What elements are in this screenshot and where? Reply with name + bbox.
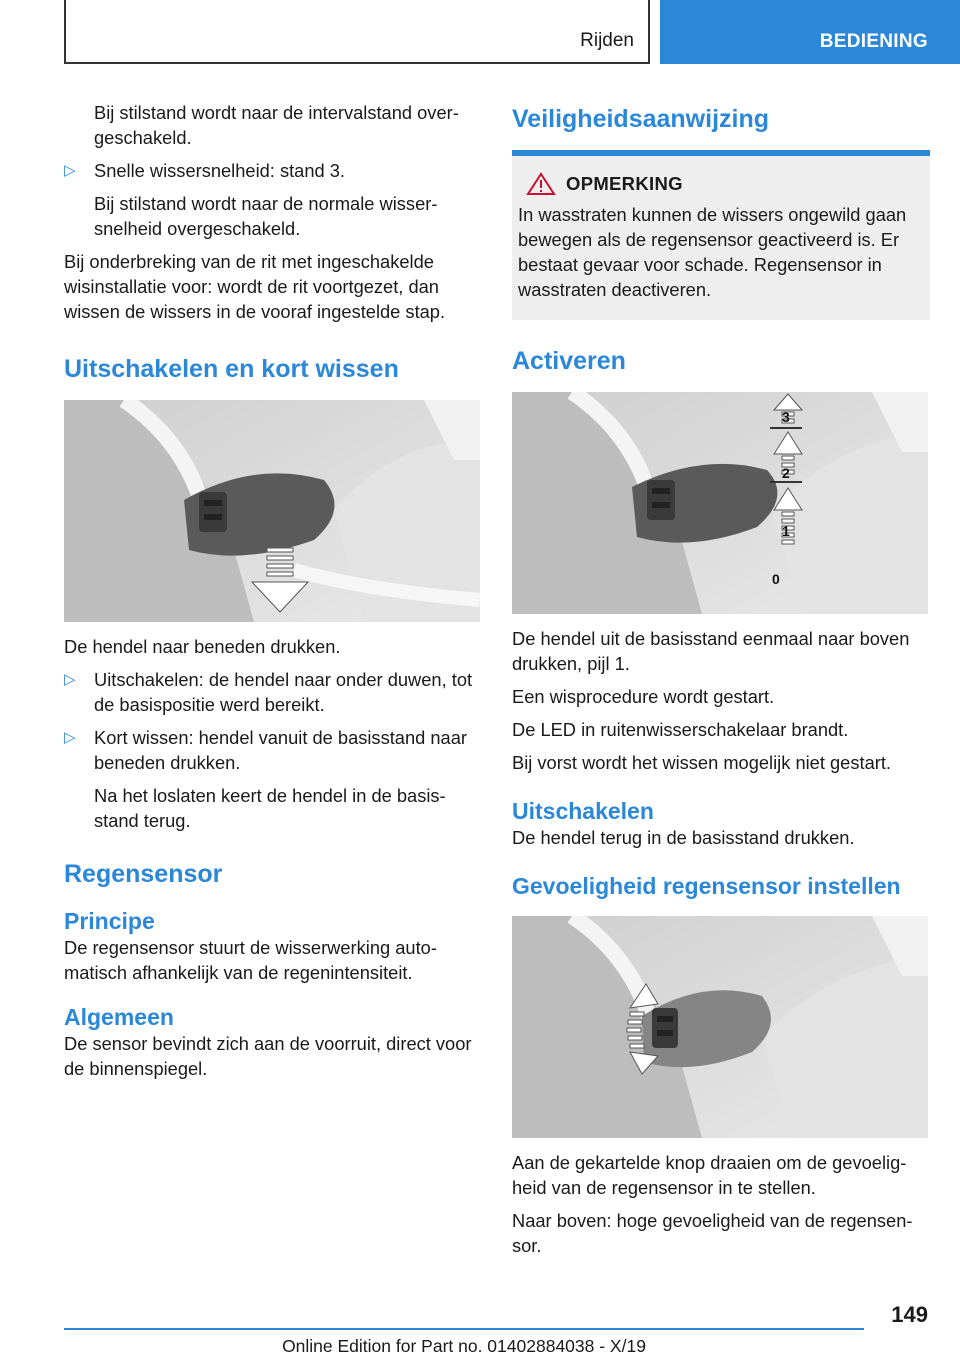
right-column	[512, 100, 930, 1266]
paragraph-interrupt: Bij onderbreking van de rit met ingeschakelde wisinstallatie voor: wordt de rit voortgezet, dan wissen de wissers in de vooraf ingestelde stap.	[64, 251, 446, 322]
heading-rain-sensor: Regensensor	[64, 860, 223, 888]
paragraph-led: De LED in ruitenwisserschakelaar brandt.	[512, 719, 849, 740]
list-item-short-wipe	[64, 725, 482, 775]
list-item-off	[64, 667, 482, 717]
heading-principle: Principe	[64, 908, 155, 934]
paragraph-up-high: Naar boven: hoge gevoeligheid van de regensen-sor.	[512, 1210, 913, 1256]
paragraph-press-up: De hendel uit de basisstand eenmaal naar boven drukken, pijl 1.	[512, 628, 910, 674]
header-section-box	[64, 0, 650, 64]
figure-label-stage-0: 0	[772, 571, 780, 587]
bullet-triangle-icon: ▷	[64, 671, 76, 688]
paragraph-general: De sensor bevindt zich aan de voorruit, direct voor de binnenspiegel.	[64, 1033, 472, 1079]
list-item-short-wipe-text: Kort wissen: hendel vanuit de basisstand naar beneden drukken.	[94, 727, 467, 773]
heading-activate: Activeren	[512, 347, 626, 375]
left-column	[64, 100, 482, 1089]
paragraph-frost: Bij vorst wordt het wissen mogelijk niet gestart.	[512, 752, 891, 773]
heading-safety: Veiligheidsaanwijzing	[512, 105, 770, 133]
header-chapter-tab	[660, 0, 960, 64]
note-header	[518, 172, 924, 196]
list-item-off-text: Uitschakelen: de hendel naar onder duwen, tot de basispositie werd bereikt.	[94, 669, 473, 715]
paragraph-release: Na het loslaten keert de hendel in de basis-stand terug.	[94, 785, 446, 831]
warning-triangle-icon	[526, 172, 556, 196]
figure-label-stage-3: 3	[782, 409, 790, 425]
paragraph-interval: Bij stilstand wordt naar de intervalstand over-geschakeld.	[94, 102, 459, 148]
figure-lever-activate	[512, 392, 928, 614]
heading-sensitivity: Gevoeligheid regensensor instellen	[512, 873, 901, 899]
bullet-triangle-icon: ▷	[64, 162, 76, 179]
heading-switch-off: Uitschakelen	[512, 798, 654, 824]
header-chapter-title: BEDIENING	[819, 31, 928, 52]
footer-divider	[64, 1328, 864, 1330]
figure-label-stage-2: 2	[782, 465, 790, 481]
heading-off-short-wipe: Uitschakelen en kort wissen	[64, 355, 399, 383]
paragraph-normal-speed: Bij stilstand wordt naar de normale wisser-snelheid overgeschakeld.	[94, 193, 438, 239]
note-text: In wasstraten kunnen de wissers ongewild gaan bewegen als de regensensor geactiveerd is. Er bestaat gevaar voor schade. Regensensor in wasstraten deactiveren.	[518, 204, 907, 300]
paragraph-principle: De regensensor stuurt de wisserwerking auto-matisch afhankelijk van de regenintensiteit.	[64, 937, 437, 983]
page-number: 149	[891, 1302, 928, 1327]
figure-label-stage-1: 1	[782, 523, 790, 539]
footer-edition: Online Edition for Part no. 01402884038 - X/19	[282, 1336, 646, 1356]
paragraph-knob: Aan de gekartelde knop draaien om de gevoelig-heid van de regensensor in te stellen.	[512, 1152, 907, 1198]
figure-knob-sensitivity	[512, 916, 928, 1138]
list-item-speed3	[64, 158, 482, 183]
note-box	[512, 150, 930, 320]
paragraph-back-to-base: De hendel terug in de basisstand drukken.	[512, 827, 855, 848]
list-item-speed3-text: Snelle wissersnelheid: stand 3.	[94, 160, 346, 181]
figure-lever-down	[64, 400, 480, 622]
bullet-triangle-icon: ▷	[64, 729, 76, 746]
note-title: OPMERKING	[566, 173, 683, 194]
paragraph-start: Een wisprocedure wordt gestart.	[512, 686, 775, 707]
header-section-title: Rijden	[580, 30, 634, 51]
heading-general: Algemeen	[64, 1004, 174, 1030]
paragraph-press-down: De hendel naar beneden drukken.	[64, 636, 341, 657]
